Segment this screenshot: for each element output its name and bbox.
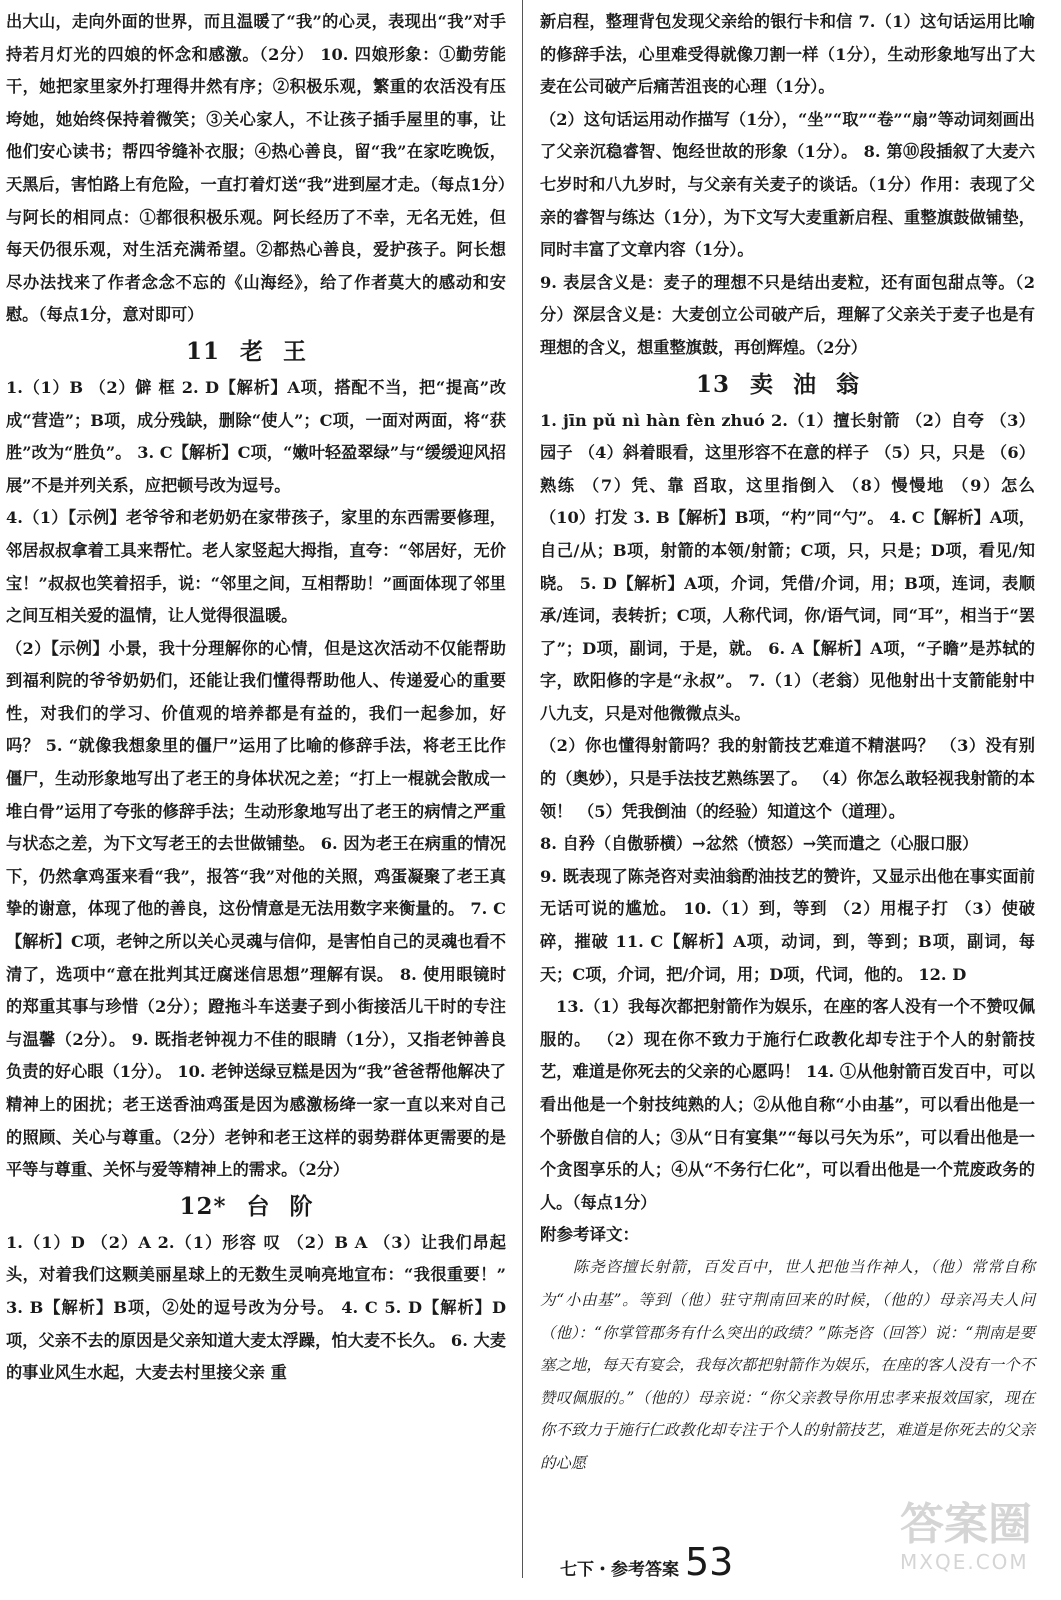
section-heading-13	[540, 365, 1035, 405]
right-para-3: 9. 表层含义是：麦子的理想不只是结出麦粒，还有面包甜点等。（2分）深层含义是：大麦创立公司破产后，理解了父亲关于麦子也是有理想的含义，想重整旗鼓，再创辉煌。（2分）	[540, 272, 1035, 357]
left-column	[6, 6, 506, 1390]
left-para-4: （2）【示例】小景，我十分理解你的心情，但是这次活动不仅能帮助到福利院的爷爷奶奶们，还能让我们懂得帮助他人、传递爱心的重要性，对我们的学习、价值观的培养都是有益的，我们一起参加，好吗？ 5. “就像我想象里的僵尸”运用了比喻的修辞手法，将老王比作僵尸，生动形象地写出了老王的身体状况之差；“打上一棍就会散成一堆白骨”运用了夸张的修辞手法；生动形象地写出了老王的病情之严重与状态之差，为下文写老王的去世做铺垫。 6. 因为老王在病重的情况下，仍然拿鸡蛋来看“我”，报答“我”对他的关照，鸡蛋凝聚了老王真挚的谢意，体现了他的善良，这份情意是无法用数字来衡量的。 7. C【解析】C项，老钟之所以关心灵魂与信仰，是害怕自己的灵魂也看不清了，选项中“意在批判其迂腐迷信思想”理解有误。 8. 使用眼镜时的郑重其事与珍惜（2分）；蹬拖斗车送妻子到小街接活儿干时的专注与温馨（2分）。 9. 既指老钟视力不佳的眼睛（1分），又指老钟善良负责的好心眼（1分）。 10. 老钟送绿豆糕是因为“我”爸爸帮他解决了精神上的困扰；老王送香油鸡蛋是因为感激杨绛一家一直以来对自己的照顾、关心与尊重。（2分）老钟和老王这样的弱势群体更需要的是平等与尊重、关怀与爱等精神上的需求。（2分）	[6, 638, 506, 1180]
watermark-text: 答案圈	[900, 1499, 1032, 1550]
right-para-1: 新启程，整理背包发现父亲给的银行卡和信 7.（1）这句话运用比喻的修辞手法，心里难受得就像刀割一样（1分），生动形象地写出了大麦在公司破产后痛苦沮丧的心理（1分）。	[540, 12, 1035, 97]
column-divider	[522, 0, 523, 1578]
footer-label: 七下・参考答案	[560, 1560, 679, 1580]
left-para-2: 1.（1）B （2）僻 框 2. D【解析】A项，搭配不当，把“提高”改成“营造”；B项，成分残缺，删除“使人”；C项，一面对两面，将“获胜”改为“胜负”。 3. C【解析】C项，“嫩叶轻盈翠绿”与“缓缓迎风招展”不是并列关系，应把顿号改为逗号。	[6, 377, 506, 495]
appendix-heading: 附参考译文：	[540, 1225, 639, 1245]
watermark-logo	[900, 1500, 1050, 1590]
right-para-2: （2）这句话运用动作描写（1分），“坐”“取”“卷”“扇”等动词刻画出了父亲沉稳睿智、饱经世故的形象（1分）。 8. 第⑩段插叙了大麦六七岁时和八九岁时，与父亲有关麦子的谈话。（1分）作用：表现了父亲的睿智与练达（1分），为下文写大麦重新启程、重整旗鼓做铺垫，同时丰富了文章内容（1分）。	[540, 109, 1035, 260]
section-heading-11	[6, 332, 506, 372]
page-number: 53	[685, 1540, 734, 1584]
right-para-6: 8. 自矜（自傲骄横）→忿然（愤怒）→笑而遣之（心服口服）	[540, 834, 979, 854]
right-para-4: 1. jīn pǔ nì hàn fèn zhuó 2.（1）擅长射箭 （2）自夸 （3）园子 （4）斜着眼看，这里形容不在意的样子 （5）只，只是 （6）熟练 （7）凭、靠 舀取，这里指倒入 （8）慢慢地 （9）怎么 （10）打发 3. B【解析】B项，“杓”同“勺”。 4. C【解析】A项，自己/从；B项，射箭的本领/射箭；C项，只，只是；D项，看见/知晓。 5. D【解析】A项，介词，凭借/介词，用；B项，连词，表顺承/连词，表转折；C项，人称代词，你/语气词，同“耳”，相当于“罢了”；D项，副词，于是，就。 6. A【解析】A项，“子瞻”是苏轼的字，欧阳修的字是“永叔”。 7.（1）（老翁）见他射出十支箭能射中八九支，只是对他微微点头。	[540, 410, 1035, 723]
left-para-1: 出大山，走向外面的世界，而且温暖了“我”的心灵，表现出“我”对手持若月灯光的四娘的怀念和感激。（2分） 10. 四娘形象：①勤劳能干，她把家里家外打理得井然有序；②积极乐观，繁重的农活没有压垮她，她始终保持着微笑；③关心家人，不让孩子插手屋里的事，让他们安心读书；帮四爷缝补衣服；④热心善良，留“我”在家吃晚饭，天黑后，害怕路上有危险，一直打着灯送“我”进到屋才走。（每点1分）与阿长的相同点：①都很积极乐观。阿长经历了不幸，无名无姓，但每天仍很乐观，对生活充满希望。②都热心善良，爱护孩子。阿长想尽办法找来了作者念念不忘的《山海经》，给了作者莫大的感动和安慰。（每点1分，意对即可）	[6, 12, 506, 325]
reference-translation: 陈尧咨擅长射箭，百发百中，世人把他当作神人，（他）常常自称为“小由基”。等到（他）驻守荆南回来的时候，（他的）母亲冯夫人问（他）：“你掌管郡务有什么突出的政绩？”陈尧咨（回答）说：“荆南是要塞之地，每天有宴会，我每次都把射箭作为娱乐，在座的客人没有一个不赞叹佩服的。”（他的）母亲说：“你父亲教导你用忠孝来报效国家，现在你不致力于施行仁政教化却专注于个人的射箭技艺，难道是你死去的父亲的心愿	[540, 1258, 1035, 1472]
left-para-3: 4.（1）【示例】老爷爷和老奶奶在家带孩子，家里的东西需要修理，邻居叔叔拿着工具来帮忙。老人家竖起大拇指，直夸：“邻居好，无价宝！”叔叔也笑着招手，说：“邻里之间，互相帮助！”画面体现了邻里之间互相关爱的温情，让人觉得很温暖。	[6, 508, 506, 626]
section-number: 13	[695, 370, 730, 398]
section-number: 12*	[179, 1192, 227, 1220]
page-footer	[560, 1540, 733, 1588]
right-para-8: 13.（1）我每次都把射箭作为娱乐，在座的客人没有一个不赞叹佩服的。 （2）现在你不致力于施行仁政教化却专注于个人的射箭技艺，难道是你死去的父亲的心愿吗！ 14. ①从他射箭百发百中，可以看出他是一个射技纯熟的人；②从他自称“小由基”，可以看出他是一个骄傲自信的人；③从“日有宴集”“每以弓矢为乐”，可以看出他是一个贪图享乐的人；④从“不务行仁化”，可以看出他是一个荒废政务的人。（每点1分）	[540, 997, 1035, 1212]
left-para-5: 1.（1）D （2）A 2.（1）形容 叹 （2）B A （3）让我们昂起头，对着我们这颗美丽星球上的无数生灵响亮地宣布：“我很重要！” 3. B【解析】B项，②处的逗号改为分号。 4. C 5. D【解析】D项，父亲不去的原因是父亲知道大麦太浮躁，怕大麦不长久。 6. 大麦的事业风生水起，大麦去村里接父亲 重	[6, 1232, 506, 1383]
watermark-url: MXQE.COM	[900, 1550, 1029, 1574]
right-column	[540, 6, 1035, 1480]
right-para-5: （2）你也懂得射箭吗？我的射箭技艺难道不精湛吗？ （3）没有别的（奥妙），只是手法技艺熟练罢了。 （4）你怎么敢轻视我射箭的本领！ （5）凭我倒油（的经验）知道这个（道理）。	[540, 736, 1035, 821]
section-heading-12	[6, 1187, 506, 1227]
section-title: 卖油翁	[750, 370, 879, 398]
section-title: 老王	[240, 337, 326, 365]
section-number: 11	[185, 337, 220, 365]
section-title: 台阶	[246, 1192, 333, 1220]
right-para-7: 9. 既表现了陈尧咨对卖油翁酌油技艺的赞许，又显示出他在事实面前无话可说的尴尬。 10.（1）到，等到 （2）用棍子打 （3）使破碎，摧破 11. C【解析】A项，动词，到，等到；B项，副词，每天；C项，介词，把/介词，用；D项，代词，他的。 12. D	[540, 866, 1035, 984]
